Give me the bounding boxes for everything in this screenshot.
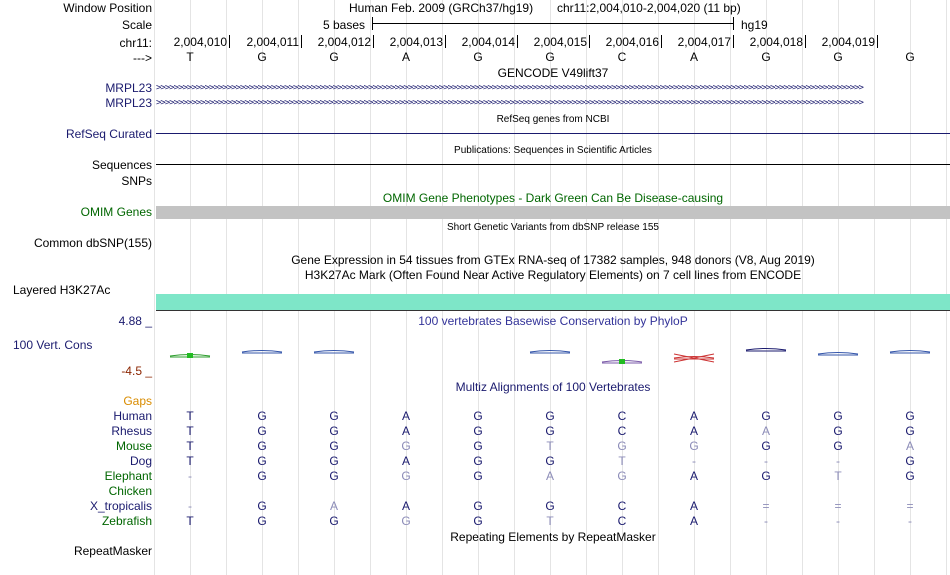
alignment-base: G	[257, 469, 267, 483]
alignment-base: A	[329, 499, 338, 513]
alignment-base: A	[761, 424, 770, 438]
alignment-base: G	[329, 469, 339, 483]
alignment-base: -	[908, 514, 912, 528]
phylop-cross	[674, 354, 714, 362]
reference-base: G	[473, 50, 483, 64]
alignment-base: G	[833, 409, 843, 423]
species-label[interactable]: X_tropicalis	[89, 499, 152, 513]
alignment-base: G	[473, 514, 483, 528]
reference-base: A	[689, 50, 698, 64]
phylop-mark	[242, 351, 282, 354]
species-label[interactable]: Elephant	[104, 469, 152, 483]
alignment-base: G	[473, 499, 483, 513]
alignment-base: -	[836, 454, 840, 468]
reference-base: G	[257, 50, 267, 64]
reference-base: G	[905, 50, 915, 64]
alignment-base: G	[833, 424, 843, 438]
alignment-base: G	[905, 409, 915, 423]
label-gene-mrpl23-2[interactable]: MRPL23	[105, 96, 152, 110]
alignment-base: G	[761, 469, 771, 483]
alignment-base: G	[617, 469, 627, 483]
phylop-marks	[156, 340, 950, 380]
reference-base: T	[186, 50, 194, 64]
scale-bar	[372, 23, 734, 24]
alignment-base: T	[186, 424, 194, 438]
alignment-base: =	[762, 499, 770, 513]
scale-bar-right-tick	[733, 17, 734, 30]
alignment-base: G	[617, 439, 627, 453]
alignment-base: G	[545, 499, 555, 513]
alignment-base: -	[188, 469, 192, 483]
label-repeatmasker[interactable]: RepeatMasker	[73, 544, 152, 558]
alignment-base: =	[906, 499, 914, 513]
alignment-base: -	[836, 514, 840, 528]
repeatmasker-track-title: Repeating Elements by RepeatMasker	[450, 530, 656, 544]
alignment-base: -	[188, 499, 192, 513]
species-label[interactable]: Rhesus	[111, 424, 152, 438]
omim-bar[interactable]	[156, 206, 950, 219]
alignment-base: T	[186, 514, 194, 528]
multiz-track-title: Multiz Alignments of 100 Vertebrates	[455, 380, 651, 394]
alignment-base: G	[689, 439, 699, 453]
alignment-base: A	[545, 469, 554, 483]
phylop-track-title: 100 vertebrates Basewise Conservation by PhyloP	[418, 314, 688, 328]
ruler-label: 2,004,012	[317, 35, 371, 49]
alignment-base: G	[905, 469, 915, 483]
refseq-track-title: RefSeq genes from NCBI	[496, 114, 610, 125]
cons-scale-min: -4.5 _	[121, 364, 152, 378]
alignment-base: A	[401, 409, 410, 423]
alignment-base: C	[617, 499, 627, 513]
gtex-track-title: Gene Expression in 54 tissues from GTEx RNA-seq of 17382 samples, 948 donors (V8, Aug 2019)	[291, 253, 815, 267]
alignment-base: G	[473, 409, 483, 423]
alignment-base: G	[545, 424, 555, 438]
alignment-base: G	[329, 439, 339, 453]
alignment-base: G	[257, 454, 267, 468]
alignment-base: G	[401, 439, 411, 453]
alignment-base: G	[905, 424, 915, 438]
reference-base: C	[617, 50, 627, 64]
alignment-base: A	[689, 424, 698, 438]
gencode-track-title: GENCODE V49lift37	[497, 66, 609, 80]
ruler-tick	[733, 35, 734, 48]
ruler-tick	[661, 35, 662, 48]
phylop-mark	[746, 349, 786, 352]
header-assembly: Human Feb. 2009 (GRCh37/hg19)	[349, 1, 534, 15]
alignment-base: G	[329, 514, 339, 528]
ruler-label: 2,004,019	[821, 35, 875, 49]
ruler-tick	[805, 35, 806, 48]
cons-scale-max: 4.88 _	[118, 314, 152, 328]
alignment-base: T	[186, 439, 194, 453]
alignment-base: T	[618, 454, 626, 468]
ruler-tick	[517, 35, 518, 48]
alignment-base: C	[617, 409, 627, 423]
label-scale[interactable]: Scale	[121, 18, 152, 32]
alignment-base: G	[329, 454, 339, 468]
alignment-base: G	[257, 499, 267, 513]
alignment-base: A	[689, 469, 698, 483]
gene-strand-arrows: >>>>>>>>>>>>>>>>>>>>>>>>>>>>>>>>>>>>>>>>>>>>>>>>>>>>>>>>>>>>>>>>>>>>>>>>>>>>>>>>>>>>>>>>>>>>>>>>>>>>>>>>>>>>>>>>>>>>>>>>>>>>>>>>>>>>>>>>>>>>>>>>>>>>>>>>>>>>>>>>	[156, 84, 863, 93]
label-refseq-curated[interactable]: RefSeq Curated	[65, 127, 152, 141]
phylop-mark	[530, 351, 570, 354]
label-100-vert-cons[interactable]: 100 Vert. Cons	[13, 338, 93, 352]
species-label[interactable]: Chicken	[108, 484, 152, 498]
refseq-gene-line[interactable]	[156, 133, 950, 134]
alignment-base: G	[257, 424, 267, 438]
publications-track-title: Publications: Sequences in Scientific Articles	[454, 145, 652, 156]
phylop-mark	[890, 351, 930, 354]
alignment-base: G	[473, 439, 483, 453]
alignment-base: A	[689, 499, 698, 513]
alignment-base: G	[473, 454, 483, 468]
ruler-label: 2,004,011	[246, 35, 299, 49]
label-sequences[interactable]: Sequences	[91, 158, 152, 172]
species-label[interactable]: Mouse	[115, 439, 152, 453]
label-strand[interactable]: --->	[133, 51, 152, 65]
ruler-tick	[229, 35, 230, 48]
alignment-base: G	[905, 454, 915, 468]
label-layered-h3k27ac[interactable]: Layered H3K27Ac	[13, 283, 111, 297]
alignment-base: -	[764, 514, 768, 528]
alignment-base: C	[617, 424, 627, 438]
alignment-base: A	[689, 514, 698, 528]
omim-track-title: OMIM Gene Phenotypes - Dark Green Can Be Disease-causing	[382, 191, 724, 205]
publications-line[interactable]	[156, 164, 950, 165]
ruler-label: 2,004,014	[461, 35, 515, 49]
ruler-tick	[445, 35, 446, 48]
alignment-base: G	[473, 469, 483, 483]
alignment-base: A	[401, 424, 410, 438]
ruler-label: 2,004,010	[173, 35, 227, 49]
label-gene-mrpl23-1[interactable]: MRPL23	[105, 81, 152, 95]
alignment-base: G	[545, 409, 555, 423]
alignment-base: A	[905, 439, 914, 453]
label-omim-genes[interactable]: OMIM Genes	[80, 205, 152, 219]
alignment-base: G	[401, 514, 411, 528]
scale-db: hg19	[741, 18, 768, 32]
header-position: chr11:2,004,010-2,004,020 (11 bp)	[557, 1, 741, 15]
alignment-base: G	[833, 439, 843, 453]
ruler-label: 2,004,013	[389, 35, 443, 49]
h3k27ac-bar[interactable]	[156, 294, 950, 311]
phylop-mark	[314, 351, 354, 354]
gene-strand-arrows: >>>>>>>>>>>>>>>>>>>>>>>>>>>>>>>>>>>>>>>>>>>>>>>>>>>>>>>>>>>>>>>>>>>>>>>>>>>>>>>>>>>>>>>>>>>>>>>>>>>>>>>>>>>>>>>>>>>>>>>>>>>>>>>>>>>>>>>>>>>>>>>>>>>>>>>>>>>>>>>>	[156, 99, 863, 108]
alignment-base: G	[329, 424, 339, 438]
alignment-base: C	[617, 514, 627, 528]
alignment-base: G	[401, 469, 411, 483]
alignment-base: G	[473, 424, 483, 438]
alignment-base: G	[257, 514, 267, 528]
label-chrom[interactable]: chr11:	[119, 36, 152, 50]
ruler-label: 2,004,017	[677, 35, 731, 49]
gene-mrpl23-1[interactable]	[156, 84, 950, 93]
ruler-tick	[589, 35, 590, 48]
alignment-base: -	[764, 454, 768, 468]
label-common-dbsnp[interactable]: Common dbSNP(155)	[33, 236, 152, 250]
reference-base: G	[761, 50, 771, 64]
alignment-base: =	[834, 499, 842, 513]
label-gaps[interactable]: Gaps	[123, 394, 152, 408]
gridline	[154, 0, 155, 575]
alignment-base: G	[761, 409, 771, 423]
alignment-base: G	[761, 439, 771, 453]
phylop-peak	[187, 353, 193, 358]
h3k27ac-track-title: H3K27Ac Mark (Often Found Near Active Regulatory Elements) on 7 cell lines from ENCODE	[304, 268, 802, 282]
scale-text: 5 bases	[323, 18, 366, 32]
alignment-base: T	[186, 409, 194, 423]
reference-base: G	[833, 50, 843, 64]
species-label[interactable]: Human	[113, 409, 152, 423]
short-variants-track-title: Short Genetic Variants from dbSNP release 155	[447, 222, 659, 233]
alignment-base: G	[257, 439, 267, 453]
reference-base: G	[329, 50, 339, 64]
species-label[interactable]: Dog	[129, 454, 152, 468]
alignment-base: A	[689, 409, 698, 423]
alignment-base: T	[546, 514, 554, 528]
ruler-tick	[301, 35, 302, 48]
reference-base: G	[545, 50, 555, 64]
alignment-base: G	[545, 454, 555, 468]
species-label[interactable]: Zebrafish	[101, 514, 152, 528]
phylop-peak	[619, 359, 625, 364]
label-snps[interactable]: SNPs	[121, 174, 152, 188]
ruler-tick	[373, 35, 374, 48]
gene-mrpl23-2[interactable]	[156, 99, 950, 108]
alignment-base: -	[692, 454, 696, 468]
alignment-base: G	[329, 409, 339, 423]
alignment-base: A	[401, 499, 410, 513]
ruler-label: 2,004,016	[605, 35, 659, 49]
alignment-base: T	[834, 469, 842, 483]
ruler-tick	[877, 35, 878, 48]
ruler-label: 2,004,018	[749, 35, 803, 49]
ruler-label: 2,004,015	[533, 35, 587, 49]
alignment-base: G	[257, 409, 267, 423]
alignment-base: T	[186, 454, 194, 468]
phylop-mark	[818, 353, 858, 356]
reference-base: A	[401, 50, 410, 64]
alignment-base: A	[401, 454, 410, 468]
alignment-base: T	[546, 439, 554, 453]
label-window-position[interactable]: Window Position	[63, 1, 152, 15]
